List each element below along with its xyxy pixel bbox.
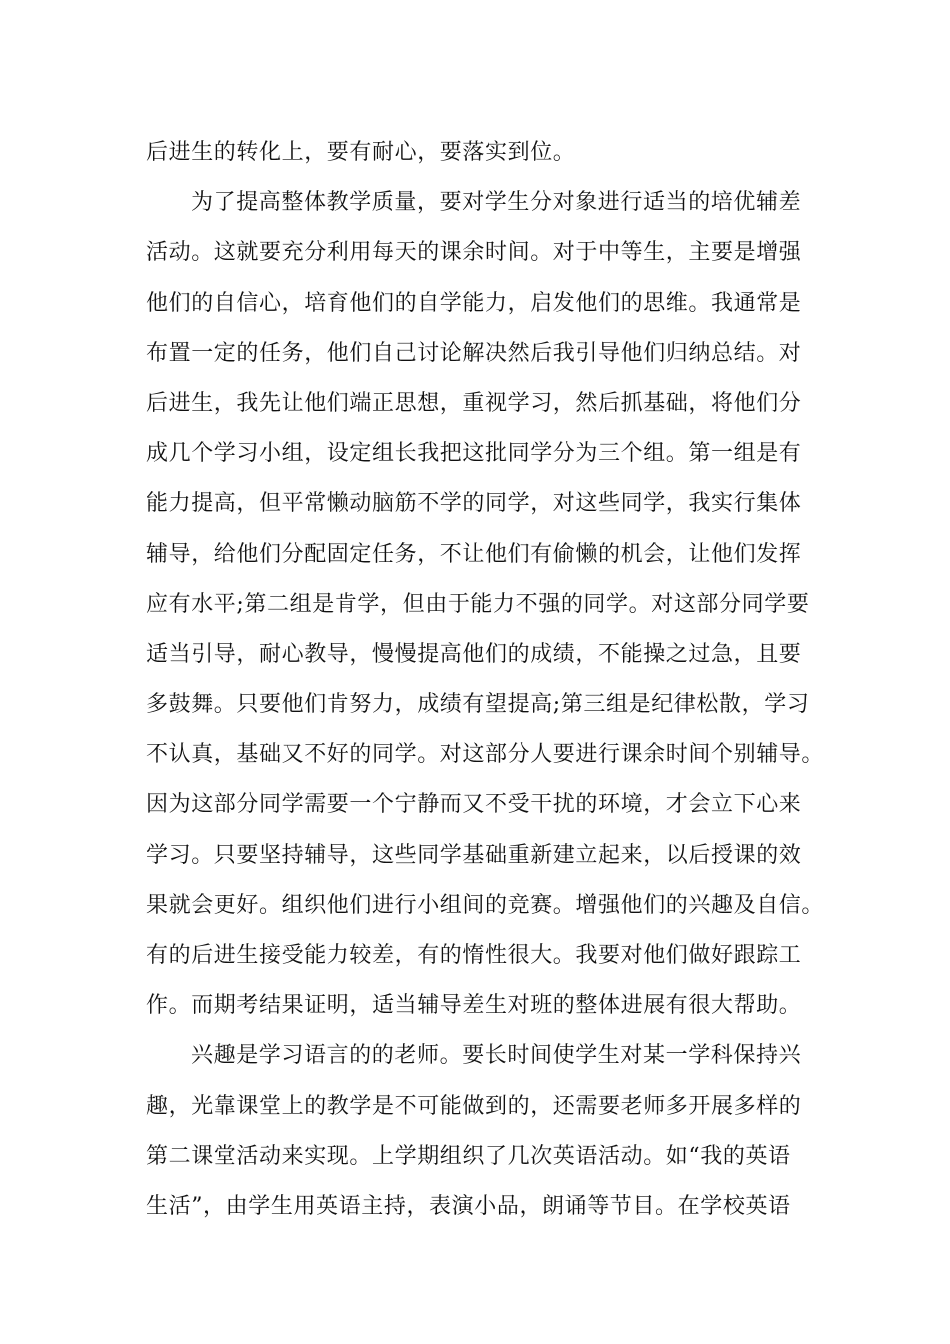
body-text <box>146 128 826 1232</box>
text-line: 有的后进生接受能力较差，有的惰性很大。我要对他们做好跟踪工 <box>146 943 802 968</box>
text-line: 作。而期考结果证明，适当辅导差生对班的整体进展有很大帮助。 <box>146 993 802 1019</box>
text-line: 后进生的转化上，要有耐心，要落实到位。 <box>146 140 576 165</box>
text-line: 辅导，给他们分配固定任务，不让他们有偷懒的机会，让他们发挥 <box>146 541 802 567</box>
text-line: 趣，光靠课堂上的教学是不可能做到的，还需要老师多开展多样的 <box>146 1093 802 1119</box>
text-line: 果就会更好。组织他们进行小组间的竞赛。增强他们的兴趣及自信。 <box>146 892 825 918</box>
text-line: 多鼓舞。只要他们肯努力，成绩有望提高;第三组是纪律松散，学习 <box>146 692 810 718</box>
text-line: 适当引导，耐心教导，慢慢提高他们的成绩，不能操之过急，且要 <box>146 641 802 667</box>
paragraph-start-line: 兴趣是学习语言的的老师。要长时间使学生对某一学科保持兴 <box>191 1043 802 1069</box>
text-line: 生活”，由学生用英语主持，表演小品，朗诵等节目。在学校英语 <box>146 1193 791 1219</box>
text-line: 第二课堂活动来实现。上学期组织了几次英语活动。如“我的英语 <box>146 1143 791 1169</box>
text-line: 他们的自信心，培育他们的自学能力，启发他们的思维。我通常是 <box>146 290 802 316</box>
text-line: 不认真，基础又不好的同学。对这部分人要进行课余时间个别辅导。 <box>146 742 825 768</box>
text-line: 布置一定的任务，他们自己讨论解决然后我引导他们归纳总结。对 <box>146 340 802 366</box>
text-line: 应有水平;第二组是肯学，但由于能力不强的同学。对这部分同学要 <box>146 591 810 617</box>
text-line: 学习。只要坚持辅导，这些同学基础重新建立起来，以后授课的效 <box>146 842 802 868</box>
text-line: 成几个学习小组，设定组长我把这批同学分为三个组。第一组是有 <box>146 441 802 467</box>
paragraph-start-line: 为了提高整体教学质量，要对学生分对象进行适当的培优辅差 <box>191 190 802 216</box>
text-line: 因为这部分同学需要一个宁静而又不受干扰的环境，才会立下心来 <box>146 792 802 818</box>
text-line: 活动。这就要充分利用每天的课余时间。对于中等生，主要是增强 <box>146 240 802 266</box>
text-line: 后进生，我先让他们端正思想，重视学习，然后抓基础，将他们分 <box>146 390 802 416</box>
text-line: 能力提高，但平常懒动脑筋不学的同学，对这些同学，我实行集体 <box>146 491 802 517</box>
